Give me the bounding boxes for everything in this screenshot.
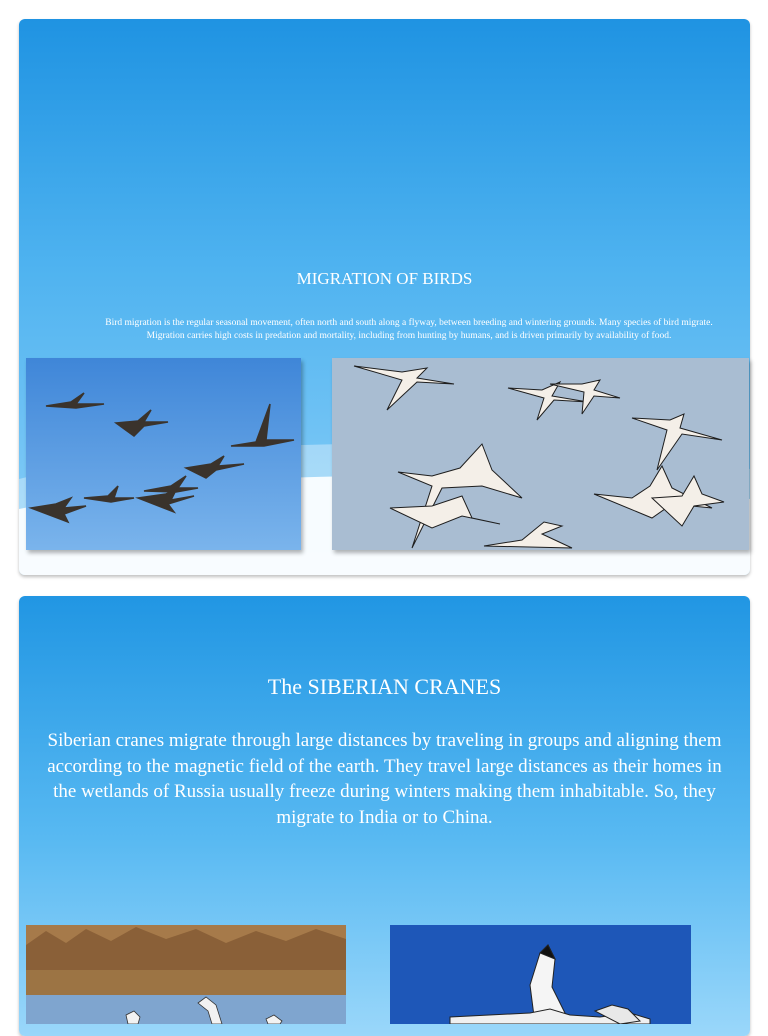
slide-body-text: Bird migration is the regular seasonal movement, often north and south along a flyway, between breeding and wintering grounds. Many species of bird migrate. Migration carries high costs in predation and mortality, including from hunting by humans, and is driven primarily by availability of food.	[105, 318, 713, 341]
photo-cranes-in-flight	[26, 358, 301, 550]
slide-title: The SIBERIAN CRANES	[267, 674, 502, 699]
photo-white-birds-in-flight	[332, 358, 749, 550]
photo-siberian-crane-flying	[390, 925, 691, 1024]
slide-body-text: Siberian cranes migrate through large distances by traveling in groups and aligning them according to the magnetic field of the earth. They travel large distances as their homes in the wetlands of Russia usually freeze during winters making them inhabitable. So, they migrate to India or to China.	[47, 730, 722, 828]
photo-cranes-wetland	[26, 925, 346, 1024]
slide-title: MIGRATION OF BIRDS	[296, 269, 473, 288]
